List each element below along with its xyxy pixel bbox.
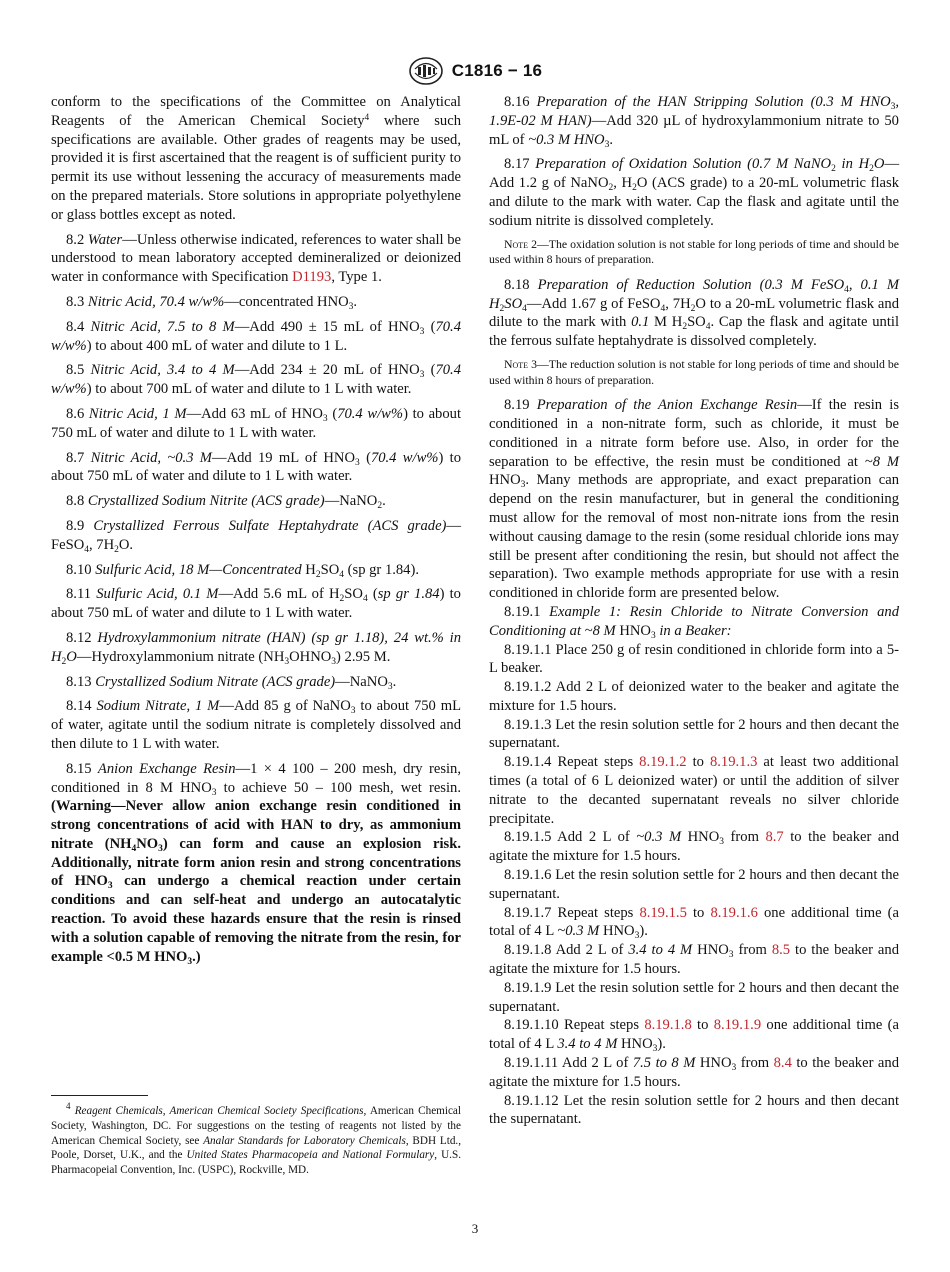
section-8-5: 8.5 Nitric Acid, 3.4 to 4 M—Add 234 ± 20 mL of $HNO_3$ (70.4 w/w%) to about 700 mL of water and dilute to 1 L with water. — [51, 362, 461, 398]
left-column — [51, 93, 461, 972]
section-8-7: 8.7 Nitric Acid, ~0.3 M—Add 19 mL of $HNO_3$ (70.4 w/w%) to about 750 mL of water and dilute to 1 L with water. — [51, 449, 461, 485]
step-8-19-1-7: 8.19.1.7 Repeat steps 8.19.1.5 to 8.19.1.6 one additional time (a total of 4 L ~0.3 M $HNO_3$). — [489, 904, 899, 942]
section-8-18: 8.18 Preparation of Reduction Solution (0.3 M FeSO$_4$, 0.1 M $H_2SO_4—Add$ 1.67 g of FeSO$_4$, $7H_2O$ to a 20-mL volumetric flask and dilute to the mark with 0.1 M $H_2SO_4$. Cap the flask and agitate until the ferrous sulfate heptahydrate is dissolved completely. — [489, 276, 899, 350]
link-8-19-1-9[interactable]: 8.19.1.9 — [713, 1017, 762, 1034]
step-8-19-1-1: 8.19.1.1 Place 250 g of resin conditioned in chloride form into a 5-L beaker. — [489, 641, 899, 677]
section-8-19-1: 8.19.1 Example 1: Resin Chloride to Nitrate Conversion and Conditioning at ~8 M $HNO_3$ in a Beaker: — [489, 603, 899, 641]
page-number: 3 — [471, 1221, 479, 1236]
link-d1193[interactable]: D1193 — [292, 269, 332, 286]
step-8-19-1-10: 8.19.1.10 Repeat steps 8.19.1.8 to 8.19.1.9 one additional time (a total of 4 L 3.4 to 4 M $HNO_3$). — [489, 1017, 899, 1055]
step-8-19-1-4: 8.19.1.4 Repeat steps 8.19.1.2 to 8.19.1.3 at least two additional times (a total of 6 L deionized water) or until the addition of silver nitrate to the decanted supernatant reveals no silver chloride precipitate. — [489, 754, 899, 827]
section-8-10: 8.10 Sulfuric Acid, 18 M—Concentrated $H_2SO_4$ (sp gr 1.84). — [66, 561, 419, 580]
step-8-19-1-12: 8.19.1.12 Let the resin solution settle for 2 hours and then decant the supernatant. — [489, 1092, 899, 1128]
link-8-19-1-5[interactable]: 8.19.1.5 — [639, 904, 687, 921]
warning-text: (Warning—Never allow anion exchange resin conditioned in strong concentrations of acid with HAN to dry, as ammonium nitrate $(NH_4NO_3)$ can form and cause an explosion risk. Additionally, nitrate form anion resin and strong concentrations of $HNO_3$ can undergo a chemical reaction under certain conditions and can self-heat and undergo an autocatalytic reaction. To avoid these hazards ensure that the resin is rinsed with a solution capable of removing the nitrate from the resin, for example <0.5 M $HNO_3$.) — [51, 798, 461, 967]
section-8-12: 8.12 Hydroxylammonium nitrate (HAN) (sp gr 1.18), 24 wt.% in $H_2O—Hydroxylammonium$ nitrate $(NH_3OHNO_3)$ 2.95 M. — [51, 629, 461, 667]
standard-designation: C1816 − 16 — [451, 61, 543, 80]
right-column — [489, 93, 899, 1129]
step-8-19-1-3: 8.19.1.3 Let the resin solution settle for 2 hours and then decant the supernatant. — [489, 716, 899, 752]
astm-logo-icon — [408, 56, 444, 86]
link-8-7[interactable]: 8.7 — [765, 829, 784, 846]
page-header — [0, 56, 950, 86]
section-8-1-continuation: conform to the specifications of the Committee on Analytical Reagents of the American Chemical Society$^4$ where such specifications are available. Other grades of reagents may be used, provided it is first ascertained that the reagent is of sufficient purity to permit its use without lessening the accuracy of measurements made on the prepared materials. Store solutions in appropriate polyethylene or glass bottles except as noted. — [51, 94, 461, 223]
link-8-5[interactable]: 8.5 — [771, 942, 791, 959]
section-8-3: 8.3 Nitric Acid, 70.4 w/w%—concentrated $HNO_3$. — [66, 293, 358, 312]
section-8-2: 8.2 Water—Unless otherwise indicated, references to water shall be understood to mean laboratory accepted demineralized or deionized water in conformance with Specification D1193, Type 1. — [51, 231, 461, 286]
step-8-19-1-9: 8.19.1.9 Let the resin solution settle for 2 hours and then decant the supernatant. — [489, 979, 899, 1015]
section-8-4: 8.4 Nitric Acid, 7.5 to 8 M—Add 490 ± 15 mL of $HNO_3$ (70.4 w/w%) to about 400 mL of water and dilute to 1 L. — [51, 318, 461, 354]
section-8-9: 8.9 Crystallized Ferrous Sulfate Heptahydrate (ACS grade)—FeSO$_4$, $7H_2O$. — [51, 517, 461, 555]
link-8-19-1-8[interactable]: 8.19.1.8 — [644, 1017, 692, 1034]
step-8-19-1-8: 8.19.1.8 Add 2 L of 3.4 to 4 M $HNO_3$ from 8.5 to the beaker and agitate the mixture for 1.5 hours. — [489, 942, 899, 978]
link-8-19-1-2[interactable]: 8.19.1.2 — [639, 754, 687, 771]
section-8-6: 8.6 Nitric Acid, 1 M—Add 63 mL of $HNO_3$ (70.4 w/w%) to about 750 mL of water and dilute to 1 L with water. — [51, 405, 461, 441]
note-3: Note 3—The reduction solution is not stable for long periods of time and should be used within 8 hours of preparation. — [489, 356, 899, 387]
section-8-17: 8.17 Preparation of Oxidation Solution (0.7 M NaNO$_2$ in $H_2O—Add$ 1.2 g of NaNO$_2$, $H_2O$ (ACS grade) to a 20-mL volumetric flask and dilute to the mark with water. Cap the flask and agitate until the sodium nitrite is dissolved completely. — [489, 156, 900, 229]
step-8-19-1-11: 8.19.1.11 Add 2 L of 7.5 to 8 M $HNO_3$ from 8.4 to the beaker and agitate the mixture for 1.5 hours. — [489, 1055, 899, 1090]
section-8-8: 8.8 Crystallized Sodium Nitrite (ACS grade)—NaNO$_2$. — [66, 493, 386, 512]
section-8-13: 8.13 Crystallized Sodium Nitrate (ACS grade)—NaNO$_3$. — [66, 673, 397, 692]
footnote-divider — [51, 1095, 148, 1096]
section-8-14: 8.14 Sodium Nitrate, 1 M—Add 85 g of NaNO$_3$ to about 750 mL of water, agitate until the sodium nitrate is completely dissolved and then dilute to 1 L with water. — [51, 698, 461, 752]
footnote-4: $^4$ Reagent Chemicals, American Chemical Society Specifications, American Chemical Society, Washington, DC. For suggestions on the testing of reagents not listed by the American Chemical Society, see Analar Standards for Laboratory Chemicals, BDH Ltd., Poole, Dorset, U.K., and the United States Pharmacopeia and National Formulary, U.S. Pharmacopeial Convention, Inc. (USPC), Rockville, MD. — [51, 1101, 462, 1177]
link-8-19-1-3[interactable]: 8.19.1.3 — [709, 754, 758, 771]
section-8-19: 8.19 Preparation of the Anion Exchange Resin—If the resin is conditioned in a non-nitrate form, such as chloride, it must be conditioned in a nitrate form before use. Also, in order for the separation to be effective, the resin must be conditioned at ~8 M $HNO_3$. Many methods are appropriate, and exact preparation can depend on the resin manufacturer, but in general the conditioning must allow for the removal of most non-nitrate ions from the resin without causing damage to the resin (some residual chloride ions may still be present after conditioning the resin, but should not affect the separation). Two example methods appropriate for use with a resin conditioned in chloride form are presented below. — [489, 397, 900, 602]
step-8-19-1-5: 8.19.1.5 Add 2 L of ~0.3 M $HNO_3$ from 8.7 to the beaker and agitate the mixture for 1.5 hours. — [489, 829, 899, 865]
note-2: Note 2—The oxidation solution is not stable for long periods of time and should be used within 8 hours of preparation. — [489, 236, 899, 267]
link-8-19-1-6[interactable]: 8.19.1.6 — [710, 904, 758, 921]
link-8-4[interactable]: 8.4 — [773, 1055, 792, 1072]
section-8-15: 8.15 Anion Exchange Resin—1 × 4 100 – 200 mesh, dry resin, conditioned in 8 M $HNO_3$ to achieve 50 – 100 mesh, wet resin. (Warning—Never allow anion exchange resin conditioned in strong concentrations of acid with HAN to dry, as ammonium nitrate $(NH_4NO_3)$ can form and cause an explosion risk. Additionally, nitrate form anion resin and strong concentrations of $HNO_3$ can undergo a chemical reaction under certain conditions and can self-heat and undergo an autocatalytic reaction. To avoid these hazards ensure that the resin is rinsed with a solution capable of removing the nitrate from the resin, for example <0.5 M $HNO_3$.) — [51, 760, 461, 967]
step-8-19-1-6: 8.19.1.6 Let the resin solution settle for 2 hours and then decant the supernatant. — [489, 867, 899, 902]
section-8-11: 8.11 Sulfuric Acid, 0.1 M—Add 5.6 mL of $H_2SO_4$ (sp gr 1.84) to about 750 mL of water and dilute to 1 L with water. — [51, 586, 461, 622]
step-8-19-1-2: 8.19.1.2 Add 2 L of deionized water to the beaker and agitate the mixture for 1.5 hours. — [489, 679, 899, 714]
section-8-16: 8.16 Preparation of the HAN Stripping Solution (0.3 M $HNO_3$, 1.9E-02 M HAN)—Add 320 µL of hydroxylammonium nitrate to 50 mL of ~0.3 M $HNO_3$. — [489, 94, 900, 150]
